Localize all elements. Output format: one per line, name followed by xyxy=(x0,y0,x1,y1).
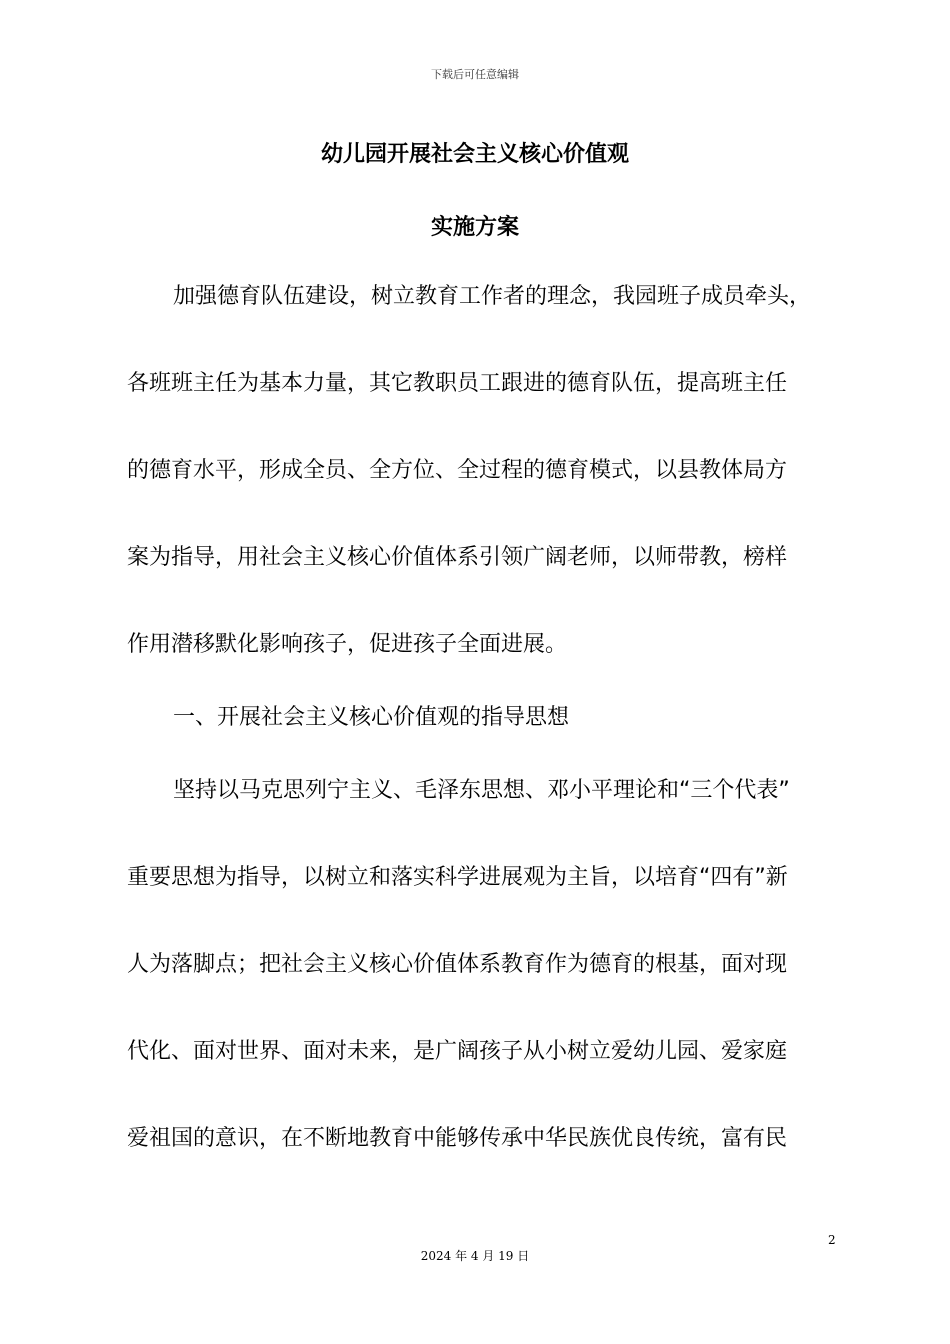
paragraph2-line-4: 代化、面对世界、面对未来，是广阔孩子从小树立爱幼儿园、爱家庭 xyxy=(127,1039,788,1064)
paragraph1-line-4: 案为指导，用社会主义核心价值体系引领广阔老师，以师带教，榜样 xyxy=(127,545,788,570)
paragraph2-line-5: 爱祖国的意识，在不断地教育中能够传承中华民族优良传统，富有民 xyxy=(127,1126,788,1151)
paragraph2-line-1: 坚持以马克思列宁主义、毛泽东思想、邓小平理论和“三个代表” xyxy=(173,778,790,803)
paragraph1-line-1: 加强德育队伍建设，树立教育工作者的理念，我园班子成员牵头， xyxy=(173,284,812,309)
paragraph1-line-5: 作用潜移默化影响孩子，促进孩子全面进展。 xyxy=(127,632,568,657)
footer-date: 2024 年 4 月 19 日 xyxy=(420,1249,530,1263)
document-title-line-2: 实施方案 xyxy=(430,215,519,240)
document-title-line-1: 幼儿园开展社会主义核心价值观 xyxy=(320,142,629,167)
section-heading-1: 一、开展社会主义核心价值观的指导思想 xyxy=(173,705,570,730)
paragraph1-line-2: 各班班主任为基本力量，其它教职员工跟进的德育队伍，提高班主任 xyxy=(127,371,788,396)
paragraph2-line-3: 人为落脚点；把社会主义核心价值体系教育作为德育的根基，面对现 xyxy=(127,952,788,977)
paragraph2-line-2: 重要思想为指导，以树立和落实科学进展观为主旨，以培育“四有”新 xyxy=(127,865,788,890)
page-number: 2 xyxy=(828,1233,836,1247)
header-note: 下载后可任意编辑 xyxy=(431,68,519,81)
paragraph1-line-3: 的德育水平，形成全员、全方位、全过程的德育模式，以县教体局方 xyxy=(127,458,788,483)
